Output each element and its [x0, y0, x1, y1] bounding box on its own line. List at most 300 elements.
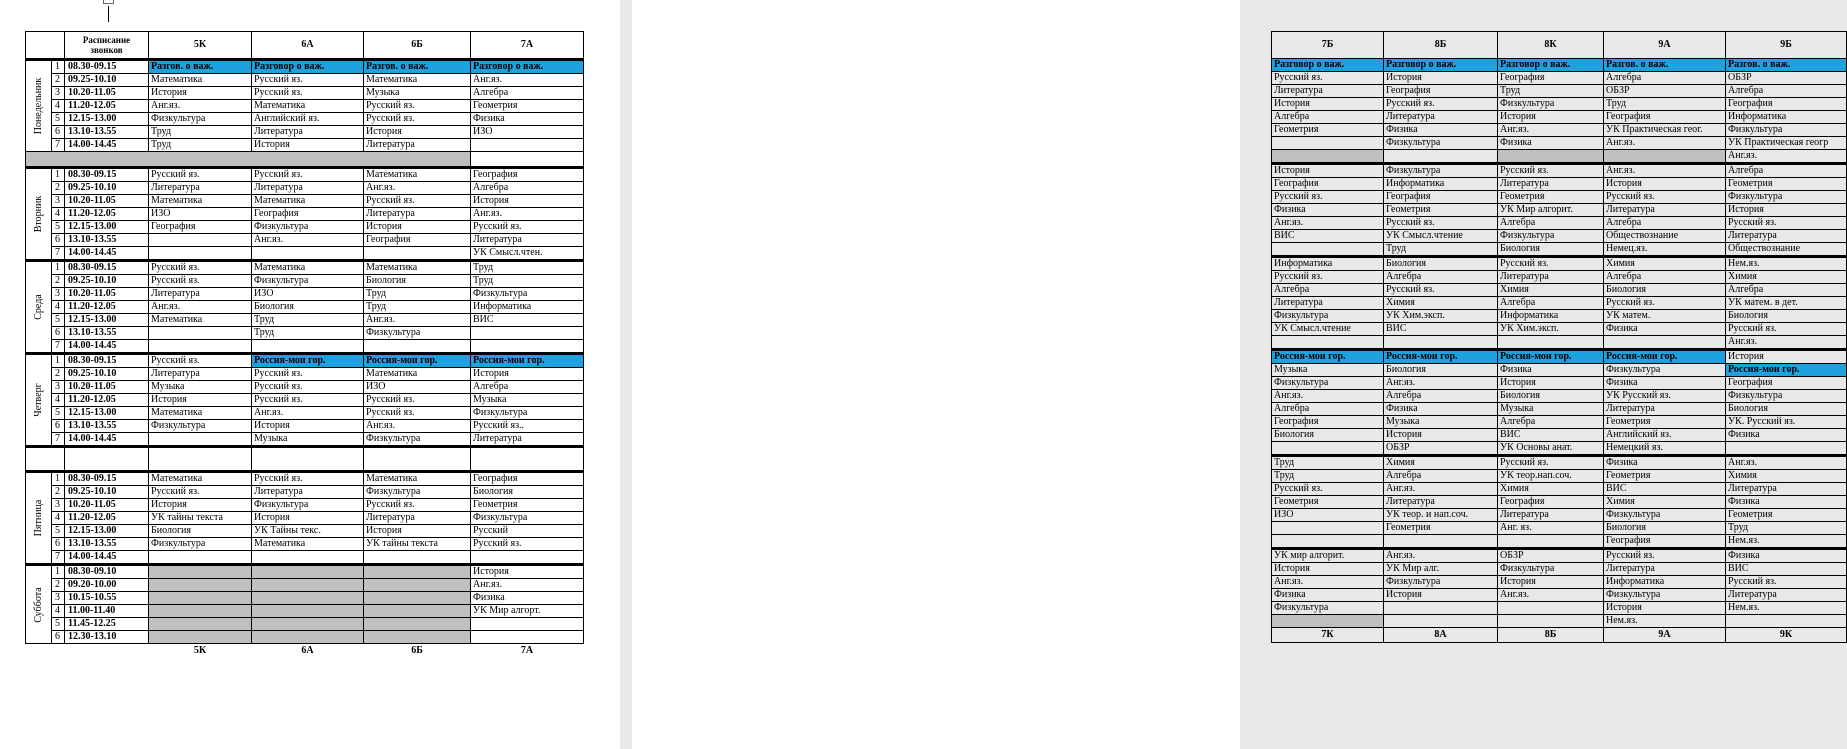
- subject-cell: Русский яз.: [471, 221, 584, 234]
- subject-cell: Биология: [1498, 390, 1604, 403]
- subject-cell: География: [1272, 178, 1384, 191]
- lesson-number: 1: [52, 60, 65, 74]
- subject-cell: Анг.яз.: [1604, 164, 1726, 178]
- subject-cell: Алгебра: [1384, 470, 1498, 483]
- lesson-row: [26, 592, 584, 605]
- subject-cell: [364, 605, 471, 618]
- subject-cell: Русский яз.: [1272, 72, 1384, 85]
- subject-cell: Нем.яз.: [1726, 602, 1847, 615]
- spacer-cell: [471, 447, 584, 472]
- subject-cell: Химия: [1384, 456, 1498, 470]
- lesson-row: [26, 261, 584, 275]
- lesson-row: [26, 327, 584, 340]
- subject-cell: Русский яз.: [252, 74, 364, 87]
- lesson-row: [1272, 59, 1847, 72]
- break-cell: [471, 152, 584, 168]
- class-header-0: 5К: [149, 32, 252, 60]
- subject-cell: Анг.яз.: [252, 234, 364, 247]
- class-header-3: 7А: [471, 32, 584, 60]
- lesson-number: 4: [52, 512, 65, 525]
- subject-cell: Физика: [1272, 204, 1384, 217]
- lesson-number: 1: [52, 565, 65, 579]
- lesson-number: 3: [52, 592, 65, 605]
- class-header-0: 7Б: [1272, 32, 1384, 59]
- subject-cell: Литература: [471, 433, 584, 447]
- subject-cell: Математика: [364, 368, 471, 381]
- subject-cell: Русский яз..: [471, 420, 584, 433]
- subject-cell: Труд: [471, 275, 584, 288]
- lesson-number: 1: [52, 472, 65, 486]
- lesson-number: 1: [52, 261, 65, 275]
- lesson-number: 5: [52, 314, 65, 327]
- subject-cell: Литература: [252, 126, 364, 139]
- lesson-time: 11.20-12.05: [65, 208, 149, 221]
- lesson-number: 5: [52, 221, 65, 234]
- subject-cell: Музыка: [149, 381, 252, 394]
- class-header-4: 9Б: [1726, 32, 1847, 59]
- lesson-row: [1272, 257, 1847, 271]
- lesson-row: [1272, 549, 1847, 563]
- lesson-row: [26, 433, 584, 447]
- lesson-time: 13.10-13.55: [65, 234, 149, 247]
- lesson-row: [1272, 403, 1847, 416]
- subject-cell: Физкультура: [364, 433, 471, 447]
- lesson-row: [26, 221, 584, 234]
- lesson-row: [26, 579, 584, 592]
- subject-cell: Обществознание: [1726, 243, 1847, 257]
- subject-cell: История: [471, 195, 584, 208]
- subject-cell: История: [149, 87, 252, 100]
- lesson-row: [26, 247, 584, 261]
- subject-cell: Разговор о важ.: [471, 60, 584, 74]
- subject-cell: Геометрия: [471, 100, 584, 113]
- lesson-row: [26, 368, 584, 381]
- class-footer-3: 9А: [1604, 628, 1726, 643]
- subject-cell: УК Хим.эксп.: [1498, 323, 1604, 336]
- subject-cell: Английский яз.: [1604, 429, 1726, 442]
- subject-cell: ОБЗР: [1384, 442, 1498, 456]
- subject-cell: Химия: [1384, 297, 1498, 310]
- lesson-row: [26, 551, 584, 565]
- subject-cell: [1384, 535, 1498, 549]
- lesson-number: 4: [52, 301, 65, 314]
- lesson-number: 4: [52, 208, 65, 221]
- lesson-row: [1272, 416, 1847, 429]
- day-name: Среда: [32, 294, 44, 320]
- subject-cell: Разговор о важ.: [252, 60, 364, 74]
- lesson-row: [1272, 124, 1847, 137]
- subject-cell: Физкультура: [149, 420, 252, 433]
- lesson-time: 09.25-10.10: [65, 368, 149, 381]
- subject-cell: Биология: [471, 486, 584, 499]
- subject-cell: Анг.яз.: [1272, 390, 1384, 403]
- subject-cell: [1498, 336, 1604, 350]
- subject-cell: ОБЗР: [1726, 72, 1847, 85]
- subject-cell: ВИС: [1726, 563, 1847, 576]
- subject-cell: ОБЗР: [1604, 85, 1726, 98]
- subject-cell: Литература: [1726, 230, 1847, 243]
- lesson-row: [26, 60, 584, 74]
- lesson-number: 6: [52, 234, 65, 247]
- class-footer-1: 8А: [1384, 628, 1498, 643]
- day-name: Пятница: [32, 499, 44, 537]
- lesson-time: 11.20-12.05: [65, 512, 149, 525]
- subject-cell: [1726, 615, 1847, 628]
- header-row: [1272, 32, 1847, 59]
- subject-cell: Химия: [1604, 257, 1726, 271]
- subject-cell: География: [1604, 111, 1726, 124]
- lesson-time: 10.15-10.55: [65, 592, 149, 605]
- subject-cell: Математика: [149, 195, 252, 208]
- subject-cell: Математика: [364, 74, 471, 87]
- subject-cell: История: [1604, 602, 1726, 615]
- day-label-cell: [26, 168, 52, 261]
- subject-cell: Химия: [1726, 271, 1847, 284]
- subject-cell: История: [1726, 350, 1847, 364]
- schedule-table-right: [1271, 31, 1847, 643]
- subject-cell: ИЗО: [149, 208, 252, 221]
- subject-cell: Анг.яз.: [149, 100, 252, 113]
- lesson-number: 6: [52, 538, 65, 551]
- subject-cell: Анг.яз.: [1604, 137, 1726, 150]
- subject-cell: Немец.яз.: [1604, 243, 1726, 257]
- subject-cell: Математика: [364, 168, 471, 182]
- subject-cell: Физкультура: [252, 499, 364, 512]
- subject-cell: Химия: [1726, 470, 1847, 483]
- subject-cell: Анг.яз.: [252, 407, 364, 420]
- subject-cell: Литература: [1726, 483, 1847, 496]
- subject-cell: [1604, 150, 1726, 164]
- lesson-row: [26, 381, 584, 394]
- subject-cell: Русский яз.: [252, 381, 364, 394]
- subject-cell: Алгебра: [1726, 164, 1847, 178]
- subject-cell: Литература: [364, 139, 471, 152]
- subject-cell: Музыка: [1498, 403, 1604, 416]
- subject-cell: Русский яз.: [364, 407, 471, 420]
- subject-cell: Геометрия: [1272, 124, 1384, 137]
- subject-cell: [149, 631, 252, 644]
- subject-cell: УК Мир алг.: [1384, 563, 1498, 576]
- subject-cell: Русский яз.: [1498, 164, 1604, 178]
- subject-cell: География: [1384, 191, 1498, 204]
- subject-cell: Анг.яз.: [364, 420, 471, 433]
- lesson-row: [1272, 230, 1847, 243]
- subject-cell: [149, 618, 252, 631]
- day-label-cell: [26, 354, 52, 447]
- subject-cell: Русский яз.: [1498, 257, 1604, 271]
- subject-cell: Труд: [1272, 470, 1384, 483]
- lesson-row: [26, 407, 584, 420]
- page-right: [632, 0, 1829, 749]
- subject-cell: Физкультура: [1726, 390, 1847, 403]
- lesson-row: [26, 87, 584, 100]
- subject-cell: Биология: [364, 275, 471, 288]
- subject-cell: Информатика: [1272, 257, 1384, 271]
- class-header-1: 6А: [252, 32, 364, 60]
- subject-cell: Алгебра: [1272, 403, 1384, 416]
- subject-cell: География: [1604, 535, 1726, 549]
- lesson-row: [1272, 456, 1847, 470]
- subject-cell: Биология: [252, 301, 364, 314]
- subject-cell: Русский яз.: [364, 113, 471, 126]
- lesson-number: 2: [52, 579, 65, 592]
- lesson-number: 7: [52, 139, 65, 152]
- subject-cell: Физика: [1726, 549, 1847, 563]
- subject-cell: История: [364, 126, 471, 139]
- subject-cell: [252, 565, 364, 579]
- subject-cell: Биология: [1726, 403, 1847, 416]
- subject-cell: История: [364, 525, 471, 538]
- lesson-number: 3: [52, 87, 65, 100]
- subject-cell: Музыка: [1272, 364, 1384, 377]
- lesson-row: [26, 195, 584, 208]
- subject-cell: Физкультура: [471, 512, 584, 525]
- lesson-row: [1272, 589, 1847, 602]
- subject-cell: Анг.яз.: [364, 314, 471, 327]
- spacer-row: [26, 447, 584, 472]
- subject-cell: [252, 340, 364, 354]
- subject-cell: Литература: [1498, 271, 1604, 284]
- subject-cell: Физкультура: [1498, 98, 1604, 111]
- subject-cell: Литература: [1384, 496, 1498, 509]
- subject-cell: ИЗО: [364, 381, 471, 394]
- class-header-3: 9А: [1604, 32, 1726, 59]
- lesson-row: [1272, 297, 1847, 310]
- subject-cell: Математика: [149, 407, 252, 420]
- lesson-row: [1272, 442, 1847, 456]
- subject-cell: Алгебра: [471, 87, 584, 100]
- subject-cell: Россия-мои гор.: [1604, 350, 1726, 364]
- subject-cell: Разгов. о важ.: [149, 60, 252, 74]
- lesson-time: 14.00-14.45: [65, 433, 149, 447]
- subject-cell: Физика: [1384, 403, 1498, 416]
- subject-cell: Физкультура: [1604, 364, 1726, 377]
- subject-cell: Литература: [471, 234, 584, 247]
- lesson-time: 12.15-13.00: [65, 221, 149, 234]
- subject-cell: Алгебра: [1498, 297, 1604, 310]
- lesson-time: 14.00-14.45: [65, 139, 149, 152]
- subject-cell: [1498, 615, 1604, 628]
- subject-cell: [1272, 615, 1384, 628]
- lesson-row: [26, 314, 584, 327]
- subject-cell: Разговор о важ.: [1272, 59, 1384, 72]
- subject-cell: Алгебра: [1726, 284, 1847, 297]
- lesson-number: 1: [52, 168, 65, 182]
- subject-cell: Русский яз.: [149, 261, 252, 275]
- subject-cell: [149, 340, 252, 354]
- subject-cell: [471, 139, 584, 152]
- lesson-time: 08.30-09.15: [65, 472, 149, 486]
- subject-cell: Труд: [1498, 85, 1604, 98]
- subject-cell: Геометрия: [1604, 470, 1726, 483]
- subject-cell: Русский яз.: [149, 354, 252, 368]
- subject-cell: Русский яз.: [1604, 549, 1726, 563]
- subject-cell: УК Основы анат.: [1498, 442, 1604, 456]
- lesson-row: [1272, 429, 1847, 442]
- subject-cell: УК Смысл.чтен.: [471, 247, 584, 261]
- subject-cell: Математика: [149, 74, 252, 87]
- footer-row: [1272, 628, 1847, 643]
- subject-cell: История: [1498, 111, 1604, 124]
- subject-cell: [1384, 336, 1498, 350]
- subject-cell: Музыка: [364, 87, 471, 100]
- lesson-number: 4: [52, 605, 65, 618]
- subject-cell: Разгов. о важ.: [364, 60, 471, 74]
- subject-cell: УК теор.нап.соч.: [1498, 470, 1604, 483]
- lesson-time: 10.20-11.05: [65, 195, 149, 208]
- subject-cell: Труд: [1726, 522, 1847, 535]
- subject-cell: ИЗО: [471, 126, 584, 139]
- subject-cell: УК Практическая геогр: [1726, 137, 1847, 150]
- subject-cell: Химия: [1498, 284, 1604, 297]
- subject-cell: Литература: [1604, 204, 1726, 217]
- subject-cell: География: [252, 208, 364, 221]
- subject-cell: Анг.яз.: [1384, 549, 1498, 563]
- subject-cell: [149, 565, 252, 579]
- subject-cell: География: [1384, 85, 1498, 98]
- subject-cell: История: [1384, 429, 1498, 442]
- class-header-1: 8Б: [1384, 32, 1498, 59]
- subject-cell: Анг.яз.: [1726, 456, 1847, 470]
- subject-cell: Музыка: [471, 394, 584, 407]
- subject-cell: УК Мир алгорит.: [1498, 204, 1604, 217]
- subject-cell: Литература: [1604, 403, 1726, 416]
- subject-cell: Математика: [252, 100, 364, 113]
- subject-cell: Биология: [1726, 310, 1847, 323]
- lesson-row: [26, 288, 584, 301]
- class-footer-2: 8Б: [1498, 628, 1604, 643]
- subject-cell: [1272, 150, 1384, 164]
- subject-cell: Анг. яз.: [1498, 522, 1604, 535]
- lesson-time: 09.20-10.00: [65, 579, 149, 592]
- day-name: Четверг: [32, 383, 44, 417]
- lesson-row: [1272, 191, 1847, 204]
- lesson-row: [1272, 535, 1847, 549]
- subject-cell: Физкультура: [364, 486, 471, 499]
- lesson-time: 12.15-13.00: [65, 314, 149, 327]
- subject-cell: Русский яз.: [1604, 191, 1726, 204]
- subject-cell: Биология: [1384, 257, 1498, 271]
- subject-cell: Анг.яз.: [471, 579, 584, 592]
- subject-cell: [471, 340, 584, 354]
- lesson-number: 5: [52, 525, 65, 538]
- lesson-number: 5: [52, 407, 65, 420]
- subject-cell: География: [1272, 416, 1384, 429]
- subject-cell: Физкультура: [252, 221, 364, 234]
- class-footer-2: 6Б: [411, 645, 423, 656]
- lesson-time: 12.15-13.00: [65, 113, 149, 126]
- subject-cell: ОБЗР: [1498, 549, 1604, 563]
- lesson-time: 13.10-13.55: [65, 126, 149, 139]
- subject-cell: География: [471, 472, 584, 486]
- lesson-row: [26, 275, 584, 288]
- subject-cell: Литература: [364, 512, 471, 525]
- lesson-time: 08.30-09.15: [65, 168, 149, 182]
- subject-cell: УК Тайны текс.: [252, 525, 364, 538]
- subject-cell: [364, 631, 471, 644]
- class-header-2: 6Б: [364, 32, 471, 60]
- subject-cell: Русский яз.: [252, 472, 364, 486]
- lesson-row: [26, 354, 584, 368]
- subject-cell: [1272, 243, 1384, 257]
- subject-cell: Анг.яз.: [1272, 217, 1384, 230]
- subject-cell: География: [1498, 496, 1604, 509]
- class-header-2: 8К: [1498, 32, 1604, 59]
- subject-cell: Физкультура: [252, 275, 364, 288]
- subject-cell: Информатика: [1726, 111, 1847, 124]
- lesson-number: 6: [52, 327, 65, 340]
- subject-cell: Анг.яз.: [1384, 377, 1498, 390]
- subject-cell: Россия-мои гор.: [1726, 364, 1847, 377]
- subject-cell: Литература: [1498, 178, 1604, 191]
- lesson-number: 2: [52, 275, 65, 288]
- lesson-row: [1272, 137, 1847, 150]
- subject-cell: Анг.яз.: [1384, 483, 1498, 496]
- subject-cell: [1498, 602, 1604, 615]
- subject-cell: Алгебра: [1498, 217, 1604, 230]
- subject-cell: Анг.яз.: [1498, 124, 1604, 137]
- lesson-time: 10.20-11.05: [65, 87, 149, 100]
- subject-cell: Химия: [1604, 496, 1726, 509]
- lesson-row: [1272, 364, 1847, 377]
- subject-cell: УК. Русский яз.: [1726, 416, 1847, 429]
- class-footer-0: 7К: [1272, 628, 1384, 643]
- subject-cell: Разговор о важ.: [1384, 59, 1498, 72]
- lesson-time: 10.20-11.05: [65, 381, 149, 394]
- subject-cell: Литература: [364, 208, 471, 221]
- subject-cell: Информатика: [471, 301, 584, 314]
- text-cursor: [108, 6, 109, 22]
- subject-cell: Анг.яз.: [471, 74, 584, 87]
- day-label-cell: [26, 261, 52, 354]
- lesson-row: [1272, 615, 1847, 628]
- lesson-time: 11.20-12.05: [65, 394, 149, 407]
- subject-cell: Математика: [364, 261, 471, 275]
- spacer-cell: [149, 447, 252, 472]
- lesson-row: [1272, 509, 1847, 522]
- subject-cell: Разговор о важ.: [1498, 59, 1604, 72]
- subject-cell: [364, 247, 471, 261]
- subject-cell: Физкультура: [1604, 509, 1726, 522]
- subject-cell: История: [471, 368, 584, 381]
- subject-cell: Россия-мои гор.: [1272, 350, 1384, 364]
- subject-cell: Алгебра: [1498, 416, 1604, 429]
- subject-cell: УК матем. в дет.: [1726, 297, 1847, 310]
- subject-cell: [149, 605, 252, 618]
- subject-cell: Информатика: [1604, 576, 1726, 589]
- subject-cell: Геометрия: [1272, 496, 1384, 509]
- lesson-row: [1272, 243, 1847, 257]
- lesson-time: 11.45-12.25: [65, 618, 149, 631]
- subject-cell: [252, 592, 364, 605]
- subject-cell: [149, 579, 252, 592]
- lesson-number: 5: [52, 618, 65, 631]
- lesson-number: 7: [52, 247, 65, 261]
- lesson-row: [1272, 483, 1847, 496]
- subject-cell: [364, 565, 471, 579]
- subject-cell: Алгебра: [1272, 284, 1384, 297]
- subject-cell: Физика: [1604, 456, 1726, 470]
- subject-cell: [252, 618, 364, 631]
- break-cell: [26, 152, 471, 168]
- subject-cell: ВИС: [1384, 323, 1498, 336]
- subject-cell: Геометрия: [471, 499, 584, 512]
- subject-cell: Математика: [252, 195, 364, 208]
- footer-empty: [26, 644, 149, 659]
- day-label-cell: [26, 472, 52, 565]
- subject-cell: Анг.яз.: [471, 208, 584, 221]
- subject-cell: [252, 551, 364, 565]
